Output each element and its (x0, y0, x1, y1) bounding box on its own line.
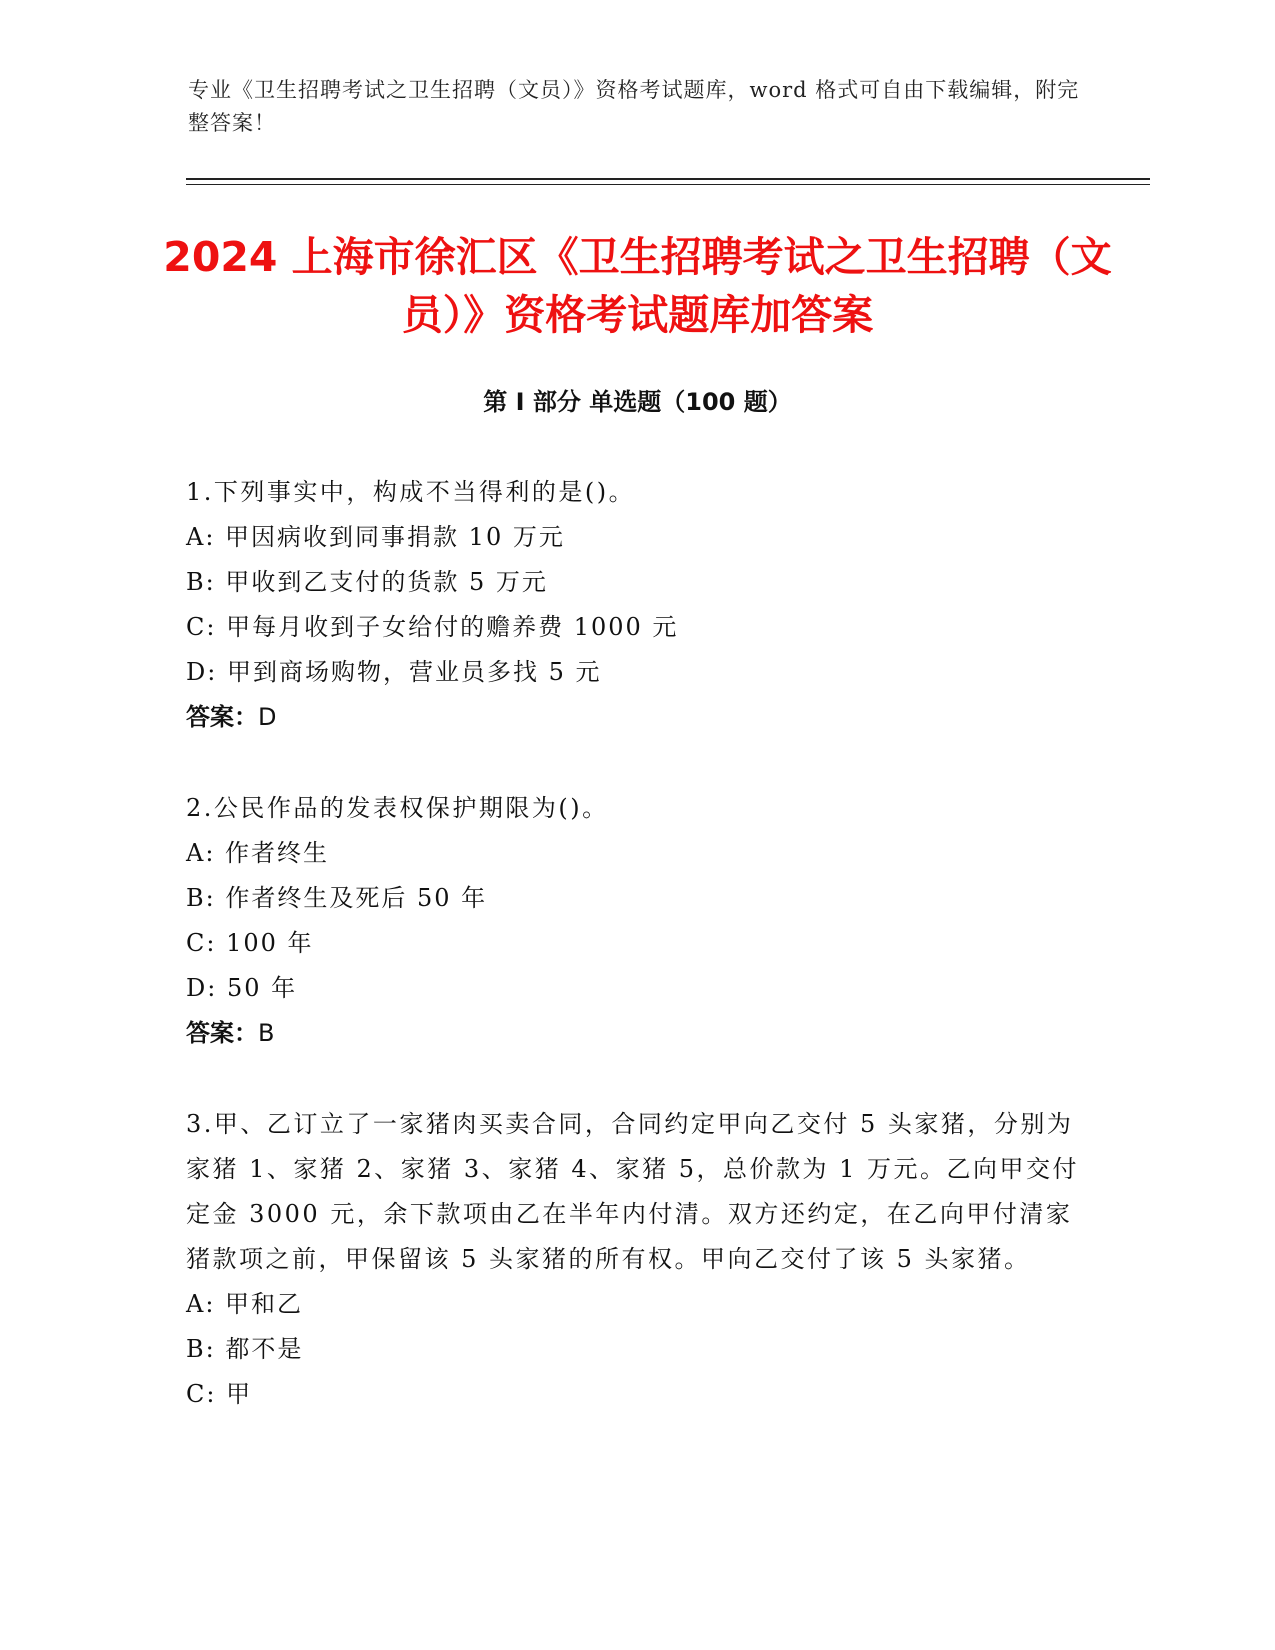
answer-label: 答案： (186, 703, 258, 731)
option-d: D: 50 年 (186, 974, 298, 1002)
option-d: D: 甲到商场购物，营业员多找 5 元 (186, 658, 602, 686)
question-stem: 2.公民作品的发表权保护期限为()。 (186, 794, 609, 822)
answer-value: D (258, 703, 277, 731)
question-stem: 3.甲、乙订立了一家猪肉买卖合同，合同约定甲向乙交付 5 头家猪，分别为家猪 1、家猪 2、家猪 3、家猪 4、家猪 5，总价款为 1 万元。乙向甲交付定金 3000 元，余下款项由乙在半年内付清。双方还约定，在乙向甲付清家猪款项之前，甲保留该 5 头家猪的所有权。甲向乙交付了该 5 头家猪。 (186, 1110, 1080, 1273)
answer-line (186, 695, 1086, 740)
option-a: A: 甲因病收到同事捐款 10 万元 (186, 523, 565, 551)
option-a: A: 甲和乙 (186, 1290, 304, 1318)
answer-line (186, 1011, 1086, 1056)
option-c: C: 甲每月收到子女给付的赡养费 1000 元 (186, 613, 679, 641)
header-note: 专业《卫生招聘考试之卫生招聘（文员）》资格考试题库，word 格式可自由下载编辑，附完整答案！ (188, 78, 1080, 135)
header-divider-thin (186, 184, 1150, 185)
answer-label: 答案： (186, 1019, 258, 1047)
option-b: B: 作者终生及死后 50 年 (186, 884, 488, 912)
option-c: C: 100 年 (186, 929, 314, 957)
question-stem: 1.下列事实中，构成不当得利的是()。 (186, 478, 636, 506)
header-divider-thick (186, 178, 1150, 180)
question-1 (186, 470, 1086, 740)
question-2 (186, 786, 1086, 1056)
section-heading: 第 I 部分 单选题（100 题） (483, 388, 792, 416)
answer-value: B (258, 1019, 275, 1047)
option-a: A: 作者终生 (186, 839, 330, 867)
option-b: B: 甲收到乙支付的货款 5 万元 (186, 568, 548, 596)
question-list (186, 470, 1086, 1463)
document-title: 2024 上海市徐汇区《卫生招聘考试之卫生招聘（文员）》资格考试题库加答案 (163, 233, 1112, 339)
question-3 (186, 1102, 1086, 1417)
option-b: B: 都不是 (186, 1335, 304, 1363)
option-c: C: 甲 (186, 1380, 253, 1408)
